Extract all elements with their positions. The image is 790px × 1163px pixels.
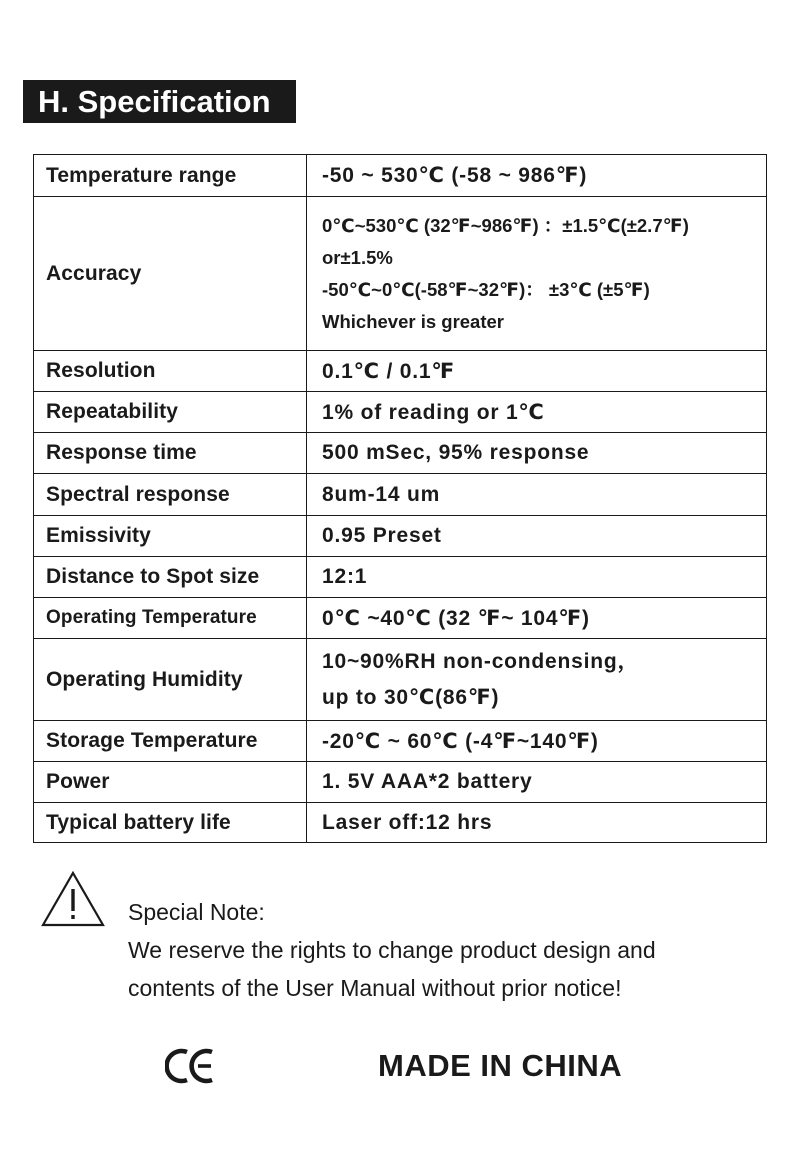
spec-label: Response time xyxy=(34,433,307,474)
table-row xyxy=(34,155,767,197)
spec-value-line: Whichever is greater xyxy=(322,310,504,332)
table-row xyxy=(34,197,767,351)
table-row xyxy=(34,351,767,392)
spec-value-line: -50℃~0℃(-58℉~32℉)： ±3℃ (±5℉) xyxy=(322,278,650,300)
table-row xyxy=(34,557,767,598)
spec-value-line: 0℃~530℃ (32℉~986℉) ：±1.5℃(±2.7℉) xyxy=(322,214,689,236)
spec-value-line: 0.95 Preset xyxy=(322,524,442,547)
table-row xyxy=(34,721,767,762)
table-row xyxy=(34,516,767,557)
spec-value-line: 0.1℃ / 0.1℉ xyxy=(322,359,455,383)
note-text: contents of the User Manual without prior notice! xyxy=(128,975,622,1001)
spec-value xyxy=(307,721,767,762)
spec-value-line: 10~90%RH non-condensing， xyxy=(322,649,640,673)
spec-label: Temperature range xyxy=(34,155,307,197)
table-row xyxy=(34,598,767,639)
spec-value xyxy=(307,516,767,557)
spec-value xyxy=(307,433,767,474)
spec-value xyxy=(307,557,767,598)
spec-label: Repeatability xyxy=(34,392,307,433)
note-title: Special Note: xyxy=(128,899,265,925)
spec-label: Spectral response xyxy=(34,474,307,516)
spec-value-line: up to 30℃(86℉) xyxy=(322,685,500,709)
spec-label: Distance to Spot size xyxy=(34,557,307,598)
spec-value-line: 1. 5V AAA*2 battery xyxy=(322,770,533,793)
spec-label: Power xyxy=(34,762,307,803)
spec-value xyxy=(307,474,767,516)
spec-value-line: 500 mSec, 95% response xyxy=(322,441,590,464)
table-row xyxy=(34,433,767,474)
spec-value xyxy=(307,351,767,392)
spec-value-line: 0℃ ~40℃ (32 ℉~ 104℉) xyxy=(322,606,590,630)
warning-triangle-icon xyxy=(40,870,106,928)
spec-label: Typical battery life xyxy=(34,803,307,843)
spec-label: Accuracy xyxy=(34,197,307,351)
spec-value-line: 12:1 xyxy=(322,565,368,588)
table-row xyxy=(34,392,767,433)
spec-label: Emissivity xyxy=(34,516,307,557)
spec-value xyxy=(307,639,767,721)
spec-value xyxy=(307,762,767,803)
table-row xyxy=(34,803,767,843)
table-row xyxy=(34,474,767,516)
spec-value-line: 8um-14 um xyxy=(322,482,441,506)
spec-value-line: 1% of reading or 1℃ xyxy=(322,400,545,424)
spec-value xyxy=(307,803,767,843)
section-title: H. Specification xyxy=(23,80,296,123)
spec-value xyxy=(307,598,767,639)
spec-value xyxy=(307,155,767,197)
spec-label: Resolution xyxy=(34,351,307,392)
spec-value-line: or±1.5% xyxy=(322,246,393,268)
spec-value-line: -20℃ ~ 60℃ (-4℉~140℉) xyxy=(322,729,599,753)
specification-table xyxy=(33,154,767,843)
spec-value-line: Laser off:12 hrs xyxy=(322,810,493,834)
spec-value xyxy=(307,392,767,433)
table-row xyxy=(34,762,767,803)
spec-value xyxy=(307,197,767,351)
special-note xyxy=(128,893,656,1007)
spec-label: Operating Humidity xyxy=(34,639,307,721)
made-in-china-label: MADE IN CHINA xyxy=(378,1048,623,1083)
table-row xyxy=(34,639,767,721)
spec-label: Storage Temperature xyxy=(34,721,307,762)
spec-label: Operating Temperature xyxy=(34,598,307,639)
ce-mark-logo xyxy=(165,1046,215,1086)
note-text: We reserve the rights to change product design and xyxy=(128,937,656,963)
spec-value-line: -50 ~ 530℃ (-58 ~ 986℉) xyxy=(322,164,588,187)
